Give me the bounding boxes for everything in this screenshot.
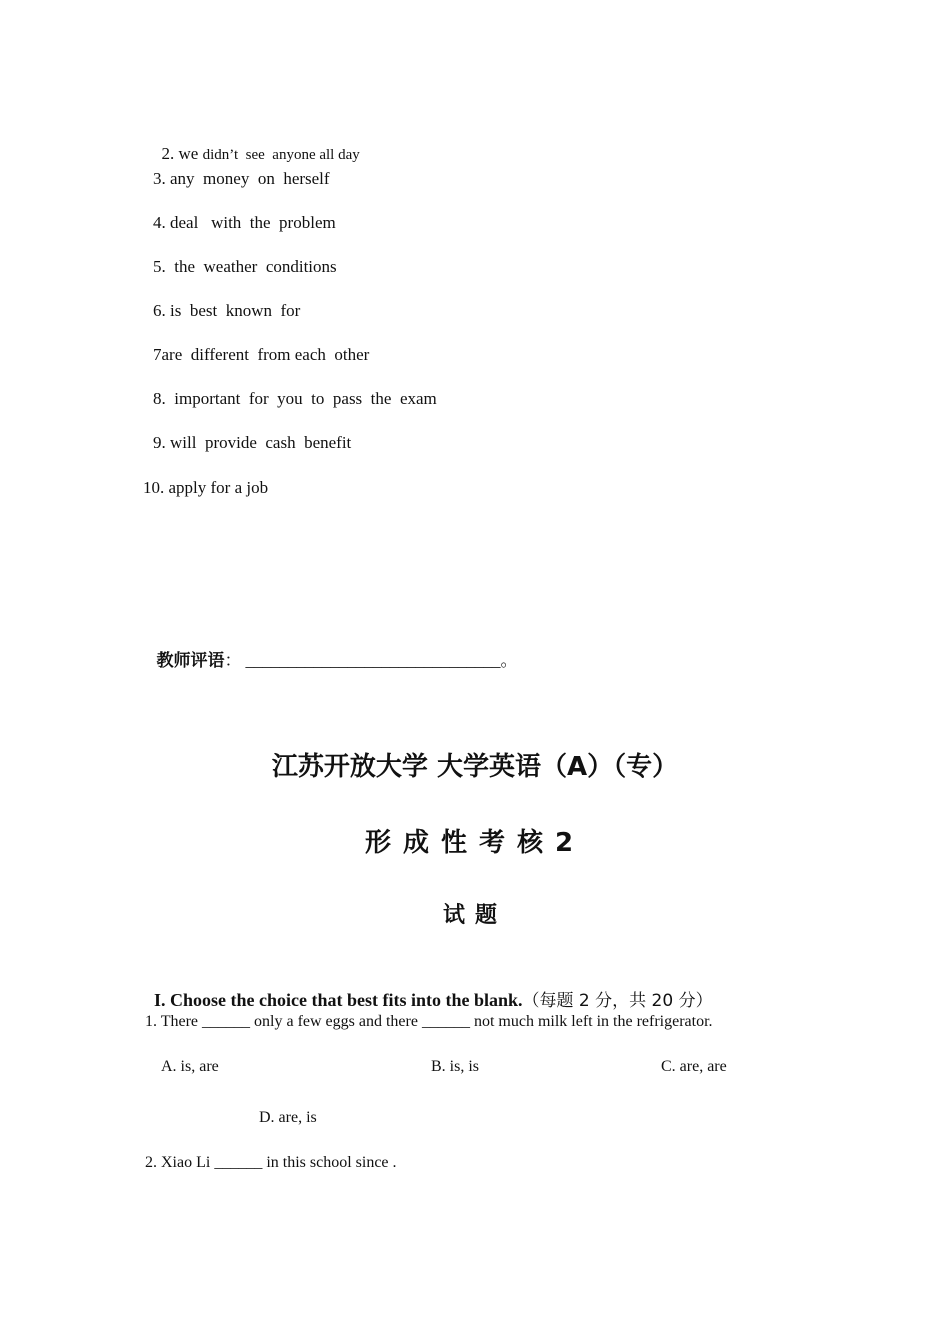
answer-9: 9. will provide cash benefit xyxy=(153,433,352,452)
teacher-comment-end: 。 xyxy=(500,651,518,671)
answer-2 xyxy=(153,124,360,164)
answer-3: 3. any money on herself xyxy=(153,169,330,188)
answer-2-text: didn’t see anyone all day xyxy=(202,147,360,163)
answer-5: 5. the weather conditions xyxy=(153,257,337,276)
section-title: 试题 xyxy=(442,903,507,928)
teacher-comment-label: 教师评语 xyxy=(156,651,225,671)
teacher-comment-colon: ： xyxy=(224,651,242,671)
document-subtitle: 形成性考核2 xyxy=(364,828,586,858)
question-1-option-c: C. are, are xyxy=(661,1058,727,1075)
question-1-option-a: A. is, are xyxy=(161,1058,219,1075)
answer-10: 10. apply for a job xyxy=(143,478,269,497)
question-1-option-b: B. is, is xyxy=(431,1058,480,1075)
question-2: 2. Xiao Li ______ in this school since . xyxy=(145,1154,397,1171)
question-1: 1. There ______ only a few eggs and there ______ not much milk left in the refrigerator. xyxy=(145,1013,713,1030)
section-1-points: （每题 2 分，共 20 分） xyxy=(522,991,713,1011)
section-1-heading xyxy=(145,965,713,1011)
answer-7: 7are different from each other xyxy=(153,345,370,364)
question-1-option-d: D. are, is xyxy=(259,1109,317,1126)
answer-8: 8. important for you to pass the exam xyxy=(153,389,437,408)
section-1-instruction: I. Choose the choice that best fits into the blank. xyxy=(154,990,523,1010)
teacher-comment-blank: ______________________________ xyxy=(245,651,501,670)
answer-2-number: 2. we xyxy=(161,144,203,163)
document-title: 江苏开放大学 大学英语（A）（专） xyxy=(271,752,679,782)
teacher-comment xyxy=(148,626,518,671)
answer-6: 6. is best known for xyxy=(153,301,301,320)
answer-4: 4. deal with the problem xyxy=(153,213,336,232)
